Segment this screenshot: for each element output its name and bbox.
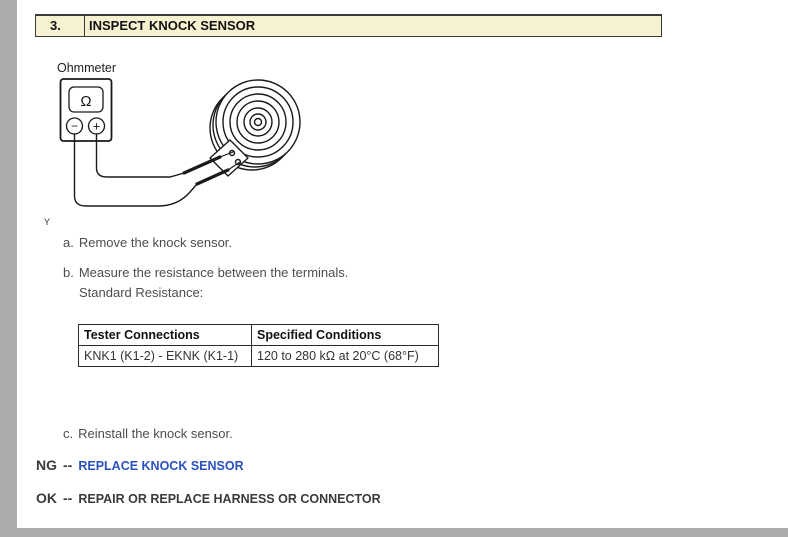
result-ok: [36, 490, 381, 506]
spec-cell-connection: KNK1 (K1-2) - EKNK (K1-1): [79, 346, 252, 367]
step-item-a: [63, 235, 232, 250]
table-row: [79, 346, 439, 367]
standard-resistance-label: Standard Resistance:: [79, 285, 204, 300]
step-item-b: [63, 265, 348, 280]
step-text: Remove the knock sensor.: [78, 235, 233, 250]
step-text: Reinstall the knock sensor.: [78, 426, 233, 441]
step-letter: b.: [63, 265, 74, 280]
ng-separator: --: [63, 457, 73, 473]
ohmmeter-drawing: [61, 79, 112, 141]
knock-sensor-diagram: [40, 76, 340, 226]
step-letter: a.: [63, 235, 74, 250]
ok-label: OK: [36, 490, 57, 506]
step-number: 3.: [36, 16, 85, 36]
step-letter: c.: [63, 426, 74, 441]
ok-action-text: REPAIR OR REPLACE HARNESS OR CONNECTOR: [78, 492, 381, 506]
result-ng: [36, 457, 244, 473]
figure-code: Y: [44, 217, 51, 227]
step-title: INSPECT KNOCK SENSOR: [89, 18, 256, 33]
ok-separator: --: [63, 490, 73, 506]
ng-label: NG: [36, 457, 57, 473]
window-edge-bottom: [0, 528, 788, 537]
ohmmeter-label: Ohmmeter: [57, 61, 117, 75]
spec-col-tester-connections: Tester Connections: [79, 325, 252, 346]
step-header: [35, 14, 662, 37]
spec-table: [78, 324, 439, 367]
plus-terminal-label: +: [92, 118, 101, 134]
knock-sensor-drawing: [210, 80, 300, 176]
minus-terminal-label: −: [70, 119, 79, 133]
spec-col-specified-conditions: Specified Conditions: [252, 325, 439, 346]
step-text: Measure the resistance between the terminals.: [78, 265, 349, 280]
spec-table-header-row: [79, 325, 439, 346]
ohm-symbol: Ω: [80, 93, 92, 110]
step-item-c: [63, 426, 233, 441]
ng-action-link[interactable]: REPLACE KNOCK SENSOR: [78, 459, 244, 473]
window-edge-left: [0, 0, 17, 537]
spec-cell-condition: 120 to 280 kΩ at 20°C (68°F): [252, 346, 439, 367]
